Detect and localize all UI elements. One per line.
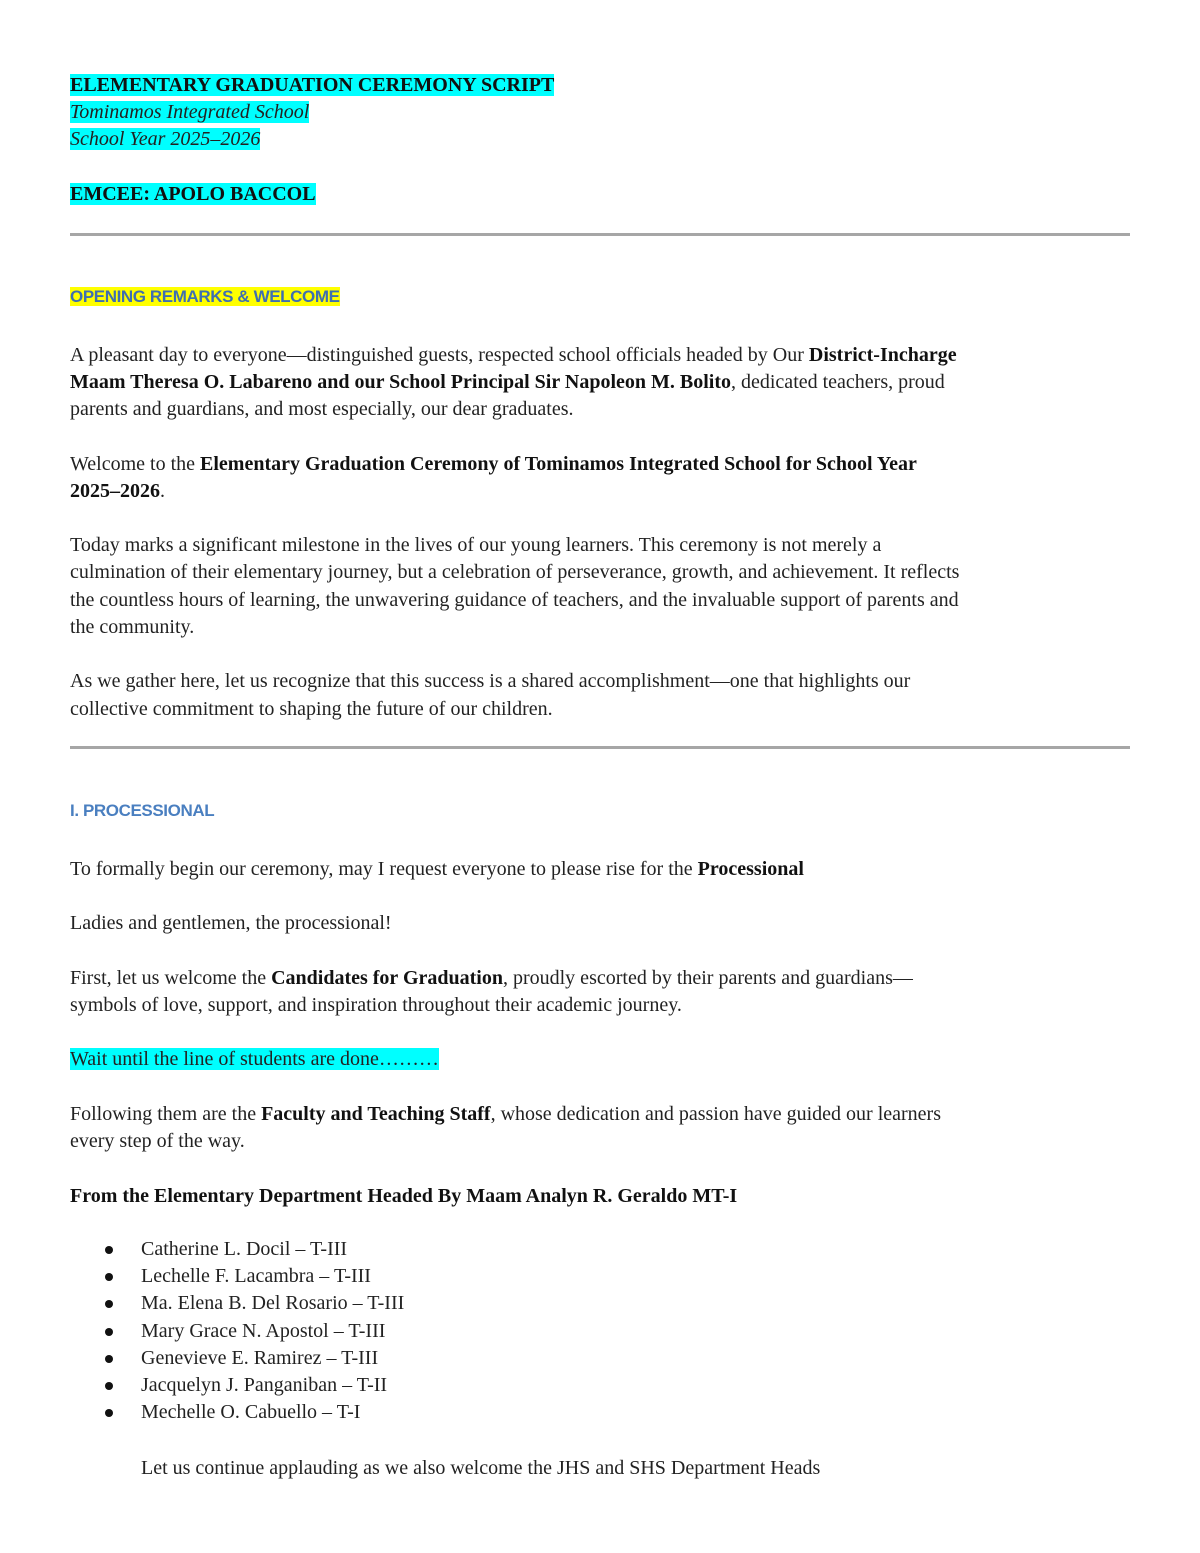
processional-paragraph-4-line-1 [70, 1101, 941, 1128]
officials-names: Maam Theresa O. Labareno and our School Principal Sir Napoleon M. Bolito [70, 371, 731, 393]
text-run: , dedicated teachers, proud [731, 371, 945, 393]
bullet-icon [105, 1328, 113, 1336]
divider [70, 746, 1130, 749]
document-title-text: ELEMENTARY GRADUATION CEREMONY SCRIPT [70, 74, 555, 96]
opening-heading [70, 283, 340, 310]
stage-note-text: Wait until the line of students are done……… [70, 1048, 439, 1070]
opening-paragraph-3-line-1: Today marks a significant milestone in the lives of our young learners. This ceremony is not merely a [70, 534, 882, 556]
bullet-icon [105, 1382, 113, 1390]
faculty-label: Faculty and Teaching Staff [261, 1103, 491, 1125]
text-run: , proudly escorted by their parents and guardians— [502, 967, 913, 989]
school-year-text: School Year 2025–2026 [70, 128, 261, 150]
ceremony-name: Elementary Graduation Ceremony of Tominamos Integrated School for School Year [200, 453, 917, 475]
processional-label: Processional [697, 858, 804, 880]
bullet-icon [105, 1409, 113, 1417]
opening-paragraph-2-line-1 [70, 451, 917, 478]
faculty-name: Lechelle F. Lacambra – T-III [141, 1265, 371, 1288]
faculty-name: Jacquelyn J. Panganiban – T-II [141, 1374, 388, 1397]
divider [70, 233, 1130, 236]
list-item [70, 1236, 404, 1263]
text-run: First, let us welcome the [70, 967, 272, 989]
faculty-name: Catherine L. Docil – T-III [141, 1238, 348, 1260]
list-item [70, 1345, 404, 1372]
list-item [70, 1372, 404, 1399]
processional-paragraph-4-line-2: every step of the way. [70, 1130, 245, 1152]
text-run: Welcome to the [70, 453, 201, 475]
bullet-icon [105, 1300, 113, 1308]
opening-paragraph-3-line-3: the countless hours of learning, the unwavering guidance of teachers, and the invaluable support of parents and [70, 589, 959, 611]
opening-paragraph-4-line-1: As we gather here, let us recognize that this success is a shared accomplishment—one that highlights our [70, 670, 911, 692]
text-run: , whose dedication and passion have guided our learners [490, 1103, 941, 1125]
processional-paragraph-3-line-2: symbols of love, support, and inspiration throughout their academic journey. [70, 994, 682, 1016]
emcee-line [70, 181, 316, 208]
district-incharge-label: District-Incharge [808, 344, 957, 366]
list-item [70, 1263, 404, 1290]
opening-paragraph-1-line-3: parents and guardians, and most especially, our dear graduates. [70, 398, 574, 420]
faculty-list [70, 1236, 404, 1426]
list-item [70, 1290, 404, 1317]
ceremony-year: 2025–2026 [70, 480, 160, 502]
bullet-icon [105, 1246, 113, 1254]
school-name-text: Tominamos Integrated School [70, 101, 310, 123]
stage-note [70, 1046, 439, 1073]
bullet-icon [105, 1355, 113, 1363]
emcee-text: EMCEE: APOLO BACCOL [70, 183, 316, 205]
faculty-name: Genevieve E. Ramirez – T-III [141, 1346, 379, 1369]
department-heading-text: From the Elementary Department Headed By Maam Analyn R. Geraldo MT-I [70, 1185, 738, 1207]
list-item [70, 1399, 404, 1426]
processional-paragraph-2: Ladies and gentlemen, the processional! [70, 912, 392, 934]
list-item [70, 1318, 404, 1345]
bullet-icon [105, 1273, 113, 1281]
processional-heading [70, 797, 214, 824]
processional-heading-text: I. PROCESSIONAL [70, 801, 215, 820]
processional-paragraph-3-line-1 [70, 965, 913, 992]
faculty-name: Ma. Elena B. Del Rosario – T-III [141, 1292, 405, 1315]
candidates-label: Candidates for Graduation [271, 967, 503, 989]
department-heading [70, 1183, 737, 1210]
opening-paragraph-3-line-4: the community. [70, 616, 195, 638]
text-run: Following them are the [70, 1103, 262, 1125]
school-year [70, 126, 260, 153]
closing-line: Let us continue applauding as we also welcome the JHS and SHS Department Heads [141, 1457, 821, 1479]
opening-paragraph-3-line-2: culmination of their elementary journey, but a celebration of perseverance, growth, and achievement. It reflects [70, 561, 960, 583]
school-name [70, 99, 309, 126]
faculty-name: Mechelle O. Cabuello – T-I [141, 1401, 361, 1424]
text-run: To formally begin our ceremony, may I request everyone to please rise for the [70, 858, 698, 880]
text-run: . [160, 480, 165, 502]
processional-paragraph-1 [70, 856, 804, 883]
opening-paragraph-1-line-1 [70, 342, 957, 369]
opening-heading-text: OPENING REMARKS & WELCOME [70, 287, 340, 306]
opening-paragraph-2-line-2 [70, 478, 165, 505]
faculty-name: Mary Grace N. Apostol – T-III [141, 1319, 386, 1342]
opening-paragraph-1-line-2 [70, 369, 945, 396]
text-run: A pleasant day to everyone—distinguished guests, respected school officials headed by Our [70, 344, 809, 366]
opening-paragraph-4-line-2: collective commitment to shaping the future of our children. [70, 698, 553, 720]
document-title [70, 72, 554, 99]
